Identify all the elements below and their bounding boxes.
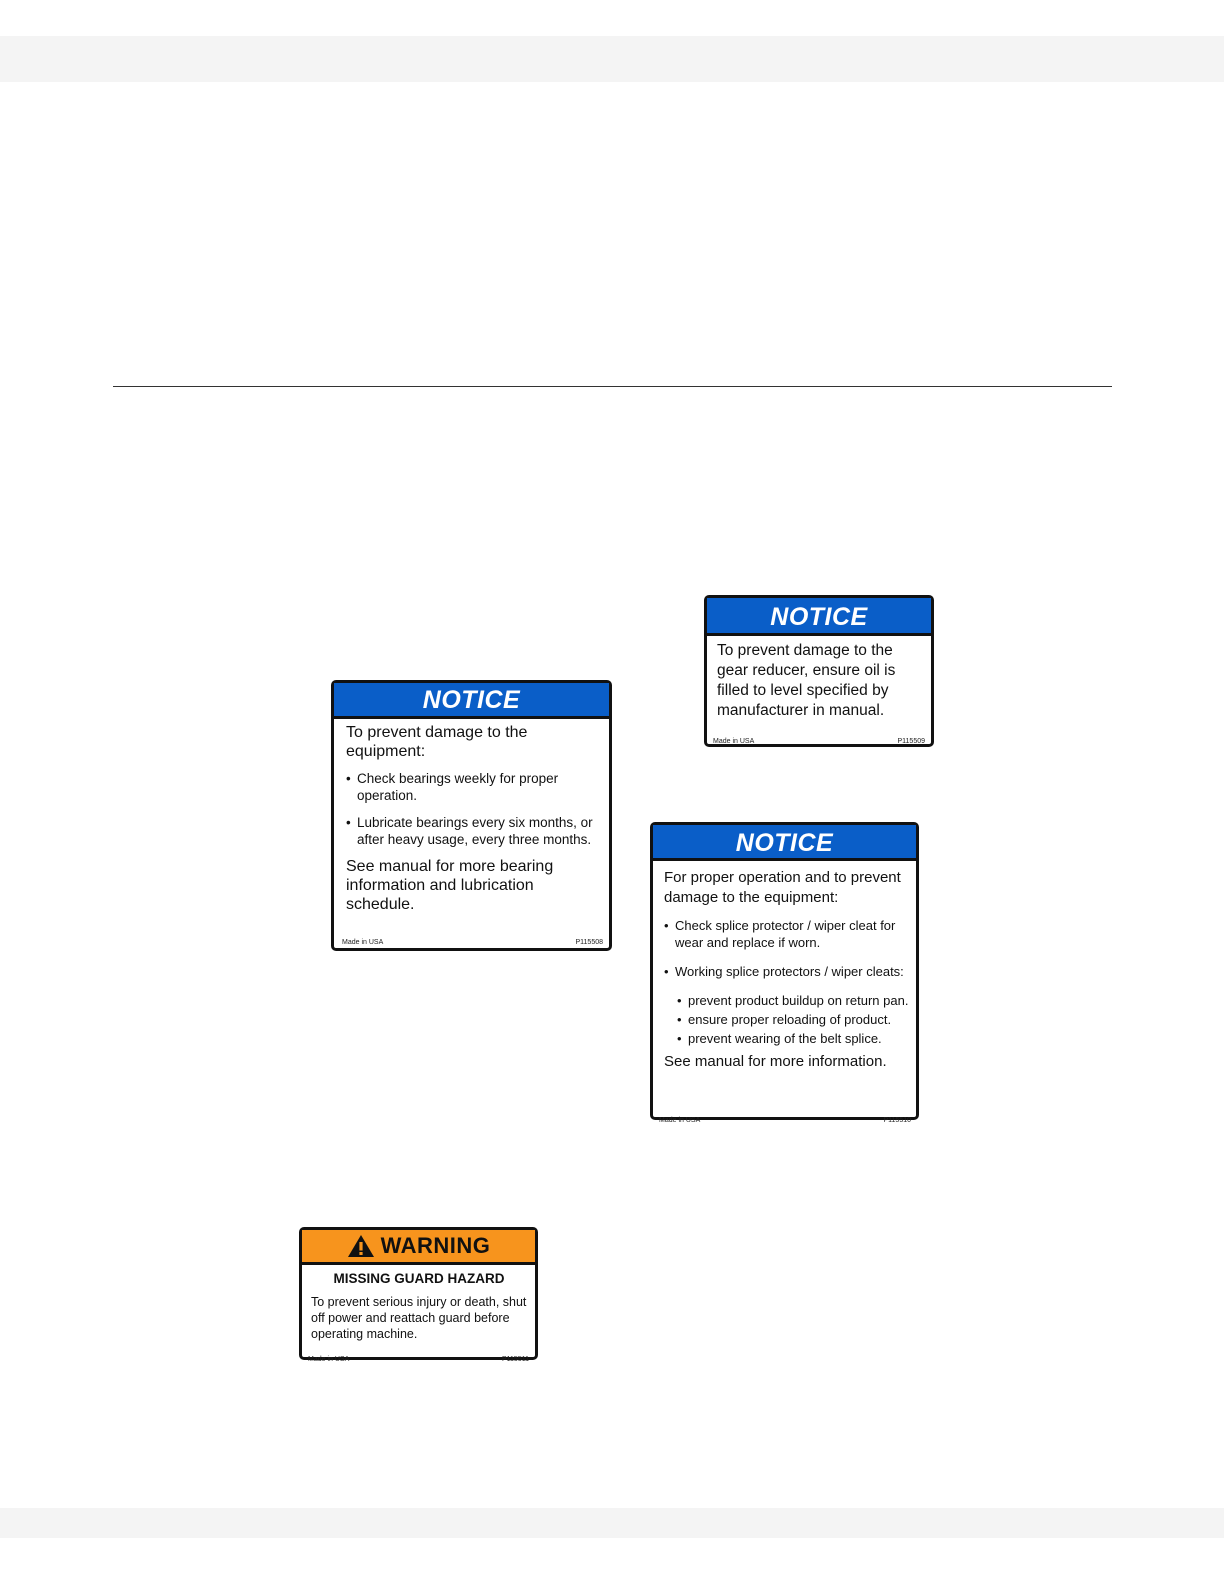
warning-header-label: WARNING <box>380 1233 491 1258</box>
notice-decal-splice <box>650 822 919 1124</box>
decal-body <box>302 1265 535 1366</box>
decal-footer <box>653 1117 916 1124</box>
hazard-title: MISSING GUARD HAZARD <box>333 1271 505 1286</box>
decal-body <box>707 636 931 749</box>
warning-header <box>302 1230 535 1265</box>
list-item <box>664 963 910 980</box>
made-in-label: Made in USA <box>713 738 755 745</box>
decal-tail-text: See manual for more information. <box>664 1053 887 1070</box>
notice-header: NOTICE <box>334 683 609 719</box>
horizontal-rule <box>113 386 1112 387</box>
decal-lead-text: For proper operation and to prevent damage to the equipment: <box>664 869 901 906</box>
list-item: • Check bearings weekly for proper operation. <box>346 770 599 804</box>
decal-body <box>334 719 609 948</box>
part-number: P115508 <box>575 939 603 946</box>
decal-tail-text: See manual for more bearing information and lubrication schedule. <box>346 858 554 913</box>
notice-decal-bearings <box>331 680 612 951</box>
part-number: P115510 <box>883 1117 911 1124</box>
made-in-label: Made in USA <box>342 939 384 946</box>
decal-lead-text: To prevent damage to the equipment: <box>346 724 528 760</box>
decal-footer <box>334 939 609 948</box>
notice-header: NOTICE <box>707 598 931 636</box>
decal-footer <box>302 1356 535 1366</box>
list-item: • Check splice protector / wiper cleat for wear and replace if worn. <box>664 917 910 951</box>
page-top-band <box>0 36 1224 82</box>
made-in-label: Made in USA <box>659 1117 701 1124</box>
list-item: • Lubricate bearings every six months, or after heavy usage, every three months. <box>346 814 599 848</box>
warning-triangle-icon <box>347 1234 375 1258</box>
sub-list-item: • ensure proper reloading of product. <box>677 1011 910 1028</box>
decal-lead-text: To prevent serious injury or death, shut off power and reattach guard before operating machine. <box>311 1295 527 1341</box>
notice-decal-gear-reducer <box>704 595 934 747</box>
sub-list-item: • prevent product buildup on return pan. <box>677 992 910 1009</box>
decal-footer <box>707 738 931 749</box>
made-in-label: Made in USA <box>308 1356 350 1363</box>
part-number: P115509 <box>897 738 925 745</box>
warning-decal-missing-guard <box>299 1227 538 1363</box>
decal-body <box>653 861 916 1124</box>
decal-lead-text: To prevent damage to the gear reducer, ensure oil is filled to level specified by manufacturer in manual. <box>717 642 896 719</box>
notice-header: NOTICE <box>653 825 916 861</box>
sub-list-item: • prevent wearing of the belt splice. <box>677 1030 910 1047</box>
list-item-text: Working splice protectors / wiper cleats: <box>675 964 904 979</box>
decal-sub-bullet-list <box>677 992 910 1047</box>
decal-bullet-list <box>664 917 910 980</box>
part-number: P115511 <box>502 1356 529 1363</box>
decal-bullet-list <box>346 770 599 848</box>
page-bottom-band <box>0 1508 1224 1538</box>
